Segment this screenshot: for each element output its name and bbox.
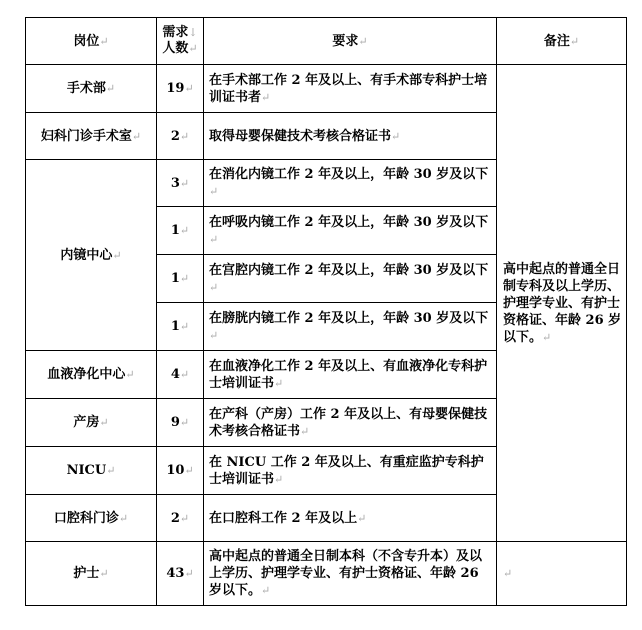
count-cell: 1↵ xyxy=(157,207,204,255)
count-cell: 1↵ xyxy=(157,303,204,351)
header-requirement: 要求↵ xyxy=(204,18,497,65)
position-cell: 血液净化中心↵ xyxy=(26,351,157,399)
header-position: 岗位↵ xyxy=(26,18,157,65)
position-cell: 口腔科门诊↵ xyxy=(26,495,157,542)
requirement-cell: 在呼吸内镜工作 2 年及以上，年龄 30 岁及以下↵ xyxy=(204,207,497,255)
last-remark-cell: ↵ xyxy=(497,542,627,606)
recruitment-table xyxy=(25,17,627,606)
count-cell: 2↵ xyxy=(157,113,204,160)
count-cell: 3↵ xyxy=(157,160,204,207)
position-cell: 妇科门诊手术室↵ xyxy=(26,113,157,160)
table-row xyxy=(26,542,627,606)
table-row xyxy=(26,65,627,113)
count-cell: 4↵ xyxy=(157,351,204,399)
count-cell: 10↵ xyxy=(157,447,204,495)
header-count: 需求↓ 人数↵ xyxy=(157,18,204,65)
position-cell: 内镜中心↵ xyxy=(26,160,157,351)
requirement-cell: 高中起点的普通全日制本科（不含专升本）及以上学历、护理学专业、有护士资格证、年龄 26 岁以下。↵ xyxy=(204,542,497,606)
position-cell: 手术部↵ xyxy=(26,65,157,113)
requirement-cell: 在手术部工作 2 年及以上、有手术部专科护士培训证书者↵ xyxy=(204,65,497,113)
requirement-cell: 在口腔科工作 2 年及以上↵ xyxy=(204,495,497,542)
header-row xyxy=(26,18,627,65)
requirement-cell: 在血液净化工作 2 年及以上、有血液净化专科护士培训证书↵ xyxy=(204,351,497,399)
requirement-cell: 在膀胱内镜工作 2 年及以上，年龄 30 岁及以下↵ xyxy=(204,303,497,351)
position-cell: 护士↵ xyxy=(26,542,157,606)
position-cell: NICU↵ xyxy=(26,447,157,495)
requirement-cell: 在 NICU 工作 2 年及以上、有重症监护专科护士培训证书↵ xyxy=(204,447,497,495)
requirement-cell: 在产科（产房）工作 2 年及以上、有母婴保健技术考核合格证书↵ xyxy=(204,399,497,447)
count-cell: 19↵ xyxy=(157,65,204,113)
requirement-cell: 取得母婴保健技术考核合格证书↵ xyxy=(204,113,497,160)
count-cell: 43↵ xyxy=(157,542,204,606)
header-remark: 备注↵ xyxy=(497,18,627,65)
count-cell: 1↵ xyxy=(157,255,204,303)
position-cell: 产房↵ xyxy=(26,399,157,447)
requirement-cell: 在宫腔内镜工作 2 年及以上，年龄 30 岁及以下↵ xyxy=(204,255,497,303)
count-cell: 2↵ xyxy=(157,495,204,542)
merged-remark-cell: 高中起点的普通全日制专科及以上学历、护理学专业、有护士资格证、年龄 26 岁以下。↵ xyxy=(497,65,627,542)
requirement-cell: 在消化内镜工作 2 年及以上，年龄 30 岁及以下↵ xyxy=(204,160,497,207)
count-cell: 9↵ xyxy=(157,399,204,447)
